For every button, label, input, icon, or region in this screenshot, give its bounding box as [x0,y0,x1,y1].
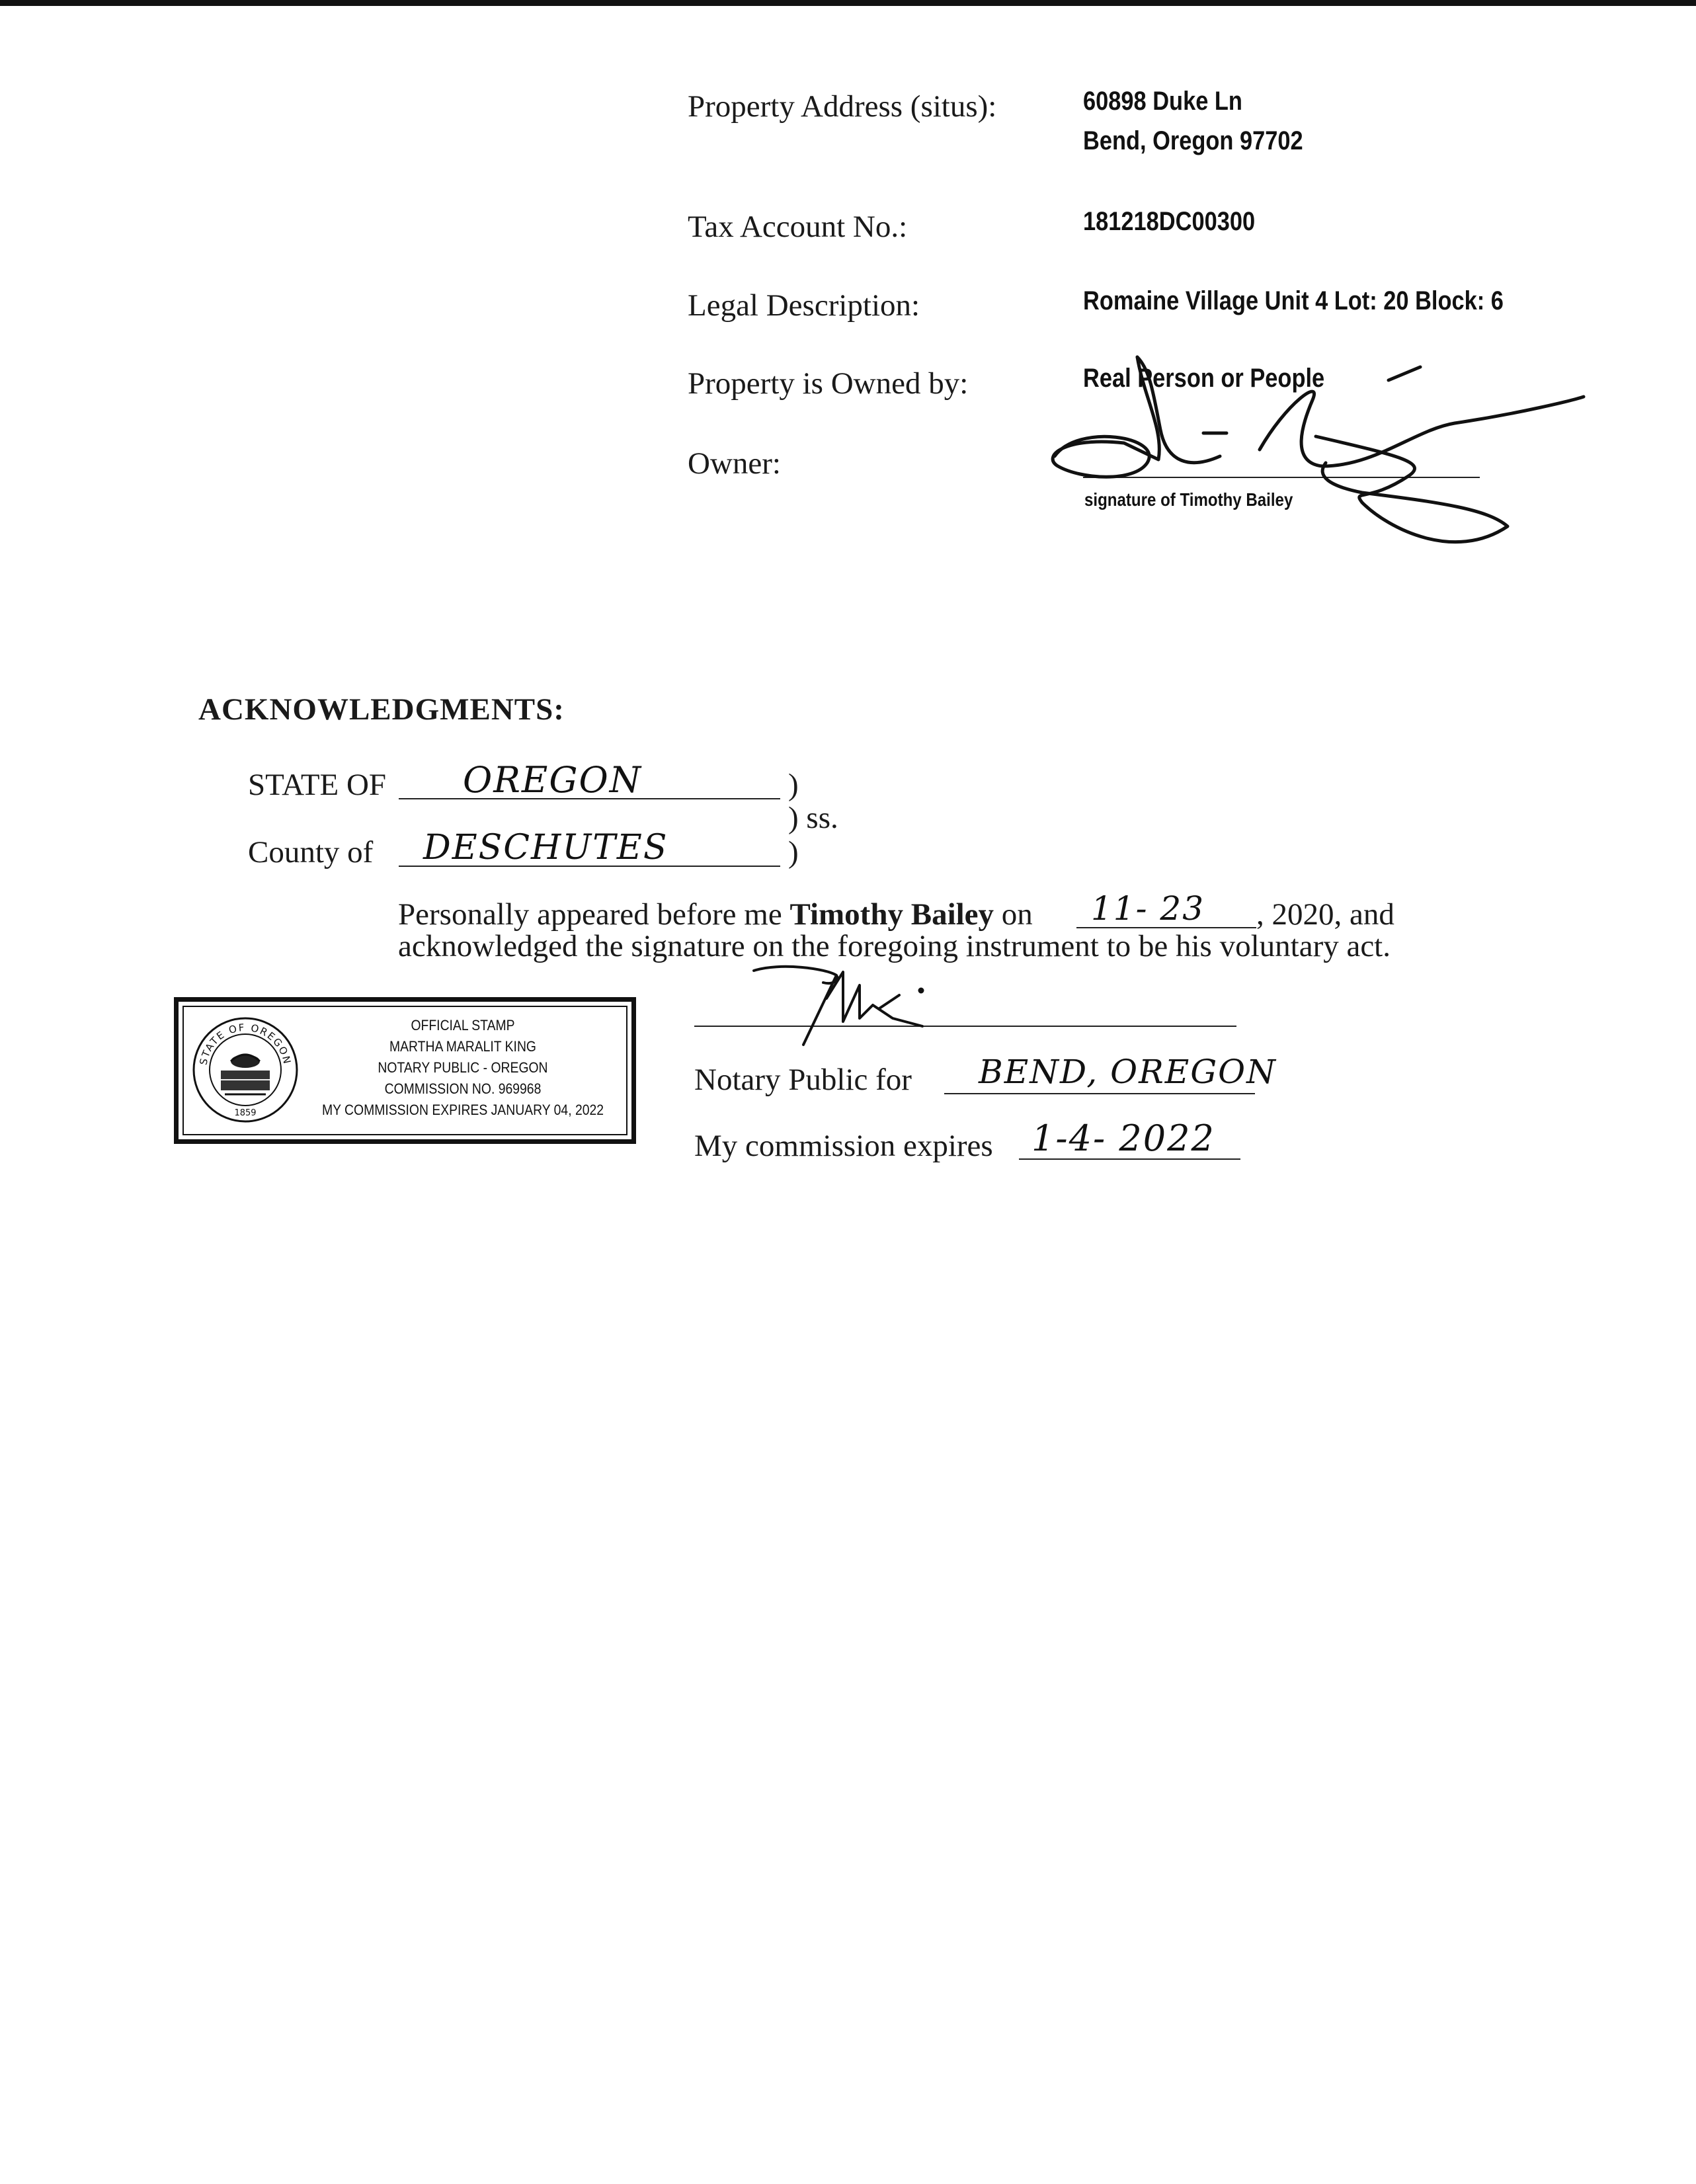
stamp-line: MY COMMISSION EXPIRES JANUARY 04, 2022 [321,1102,604,1118]
property-address-line1: 60898 Duke Ln [1083,87,1242,116]
legal-description-value: Romaine Village Unit 4 Lot: 20 Block: 6 [1083,286,1504,315]
seal-year: 1859 [234,1108,257,1118]
stamp-line: NOTARY PUBLIC - OREGON [378,1059,548,1076]
owner-label: Owner: [688,446,781,481]
stamp-line: OFFICIAL STAMP [411,1017,515,1033]
commission-expires-label: My commission expires [694,1129,993,1163]
notary-signature-graphic [754,967,923,1045]
year-suffix: , 2020, and [1256,897,1394,932]
notary-location-handwritten: BEND, OREGON [979,1053,1277,1091]
owner-signature-caption: signature of Timothy Bailey [1084,489,1293,510]
sentence-prefix: Personally appeared before me [398,897,782,932]
county-handwritten-value: DESCHUTES [423,828,668,868]
owner-signature-graphic [1053,357,1584,542]
commission-expires-handwritten: 1-4- 2022 [1031,1117,1215,1159]
notary-public-label: Notary Public for [694,1063,912,1097]
legal-description-label: Legal Description: [688,288,920,323]
owned-by-value: Real Person or People [1083,364,1325,393]
ss-label: ) ss. [788,801,838,835]
date-handwritten-value: 11- 23 [1091,889,1205,928]
tax-account-label: Tax Account No.: [688,210,908,244]
county-paren: ) [788,835,799,870]
appearance-sentence-line2: acknowledged the signature on the foregoing instrument to be his voluntary act. [398,929,1391,963]
signer-name: Timothy Bailey [789,897,994,932]
owned-by-label: Property is Owned by: [688,366,969,401]
state-handwritten-value: OREGON [463,759,643,801]
property-address-label: Property Address (situs): [688,89,997,124]
stamp-line: COMMISSION NO. 969968 [384,1080,542,1097]
state-of-label: STATE OF [248,768,387,802]
seal-text: STATE OF OREGON [197,1021,294,1067]
stamp-line: MARTHA MARALIT KING [389,1038,536,1055]
tax-account-value: 181218DC00300 [1083,207,1256,236]
property-address-line2: Bend, Oregon 97702 [1083,126,1303,155]
county-of-label: County of [248,835,374,870]
on-word: on [1001,897,1033,932]
acknowledgments-heading: ACKNOWLEDGMENTS: [198,692,565,727]
state-paren: ) [788,768,799,802]
